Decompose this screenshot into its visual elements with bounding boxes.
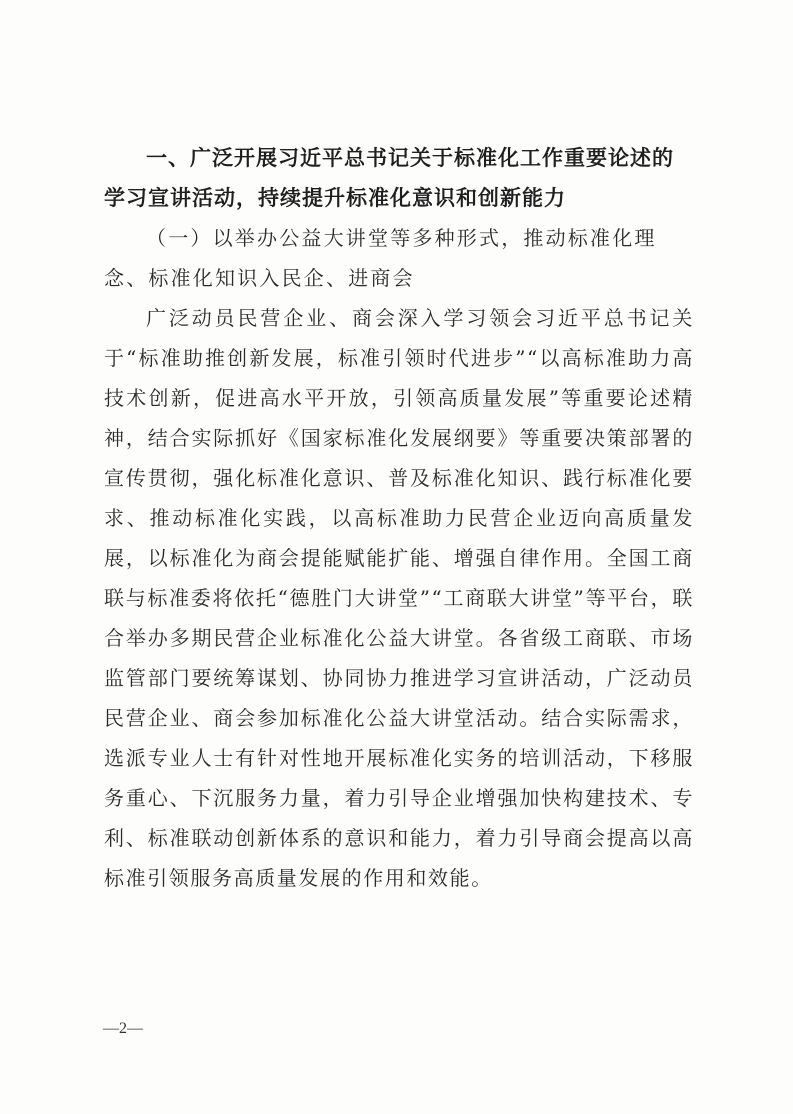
section-heading: 一、广泛开展习近平总书记关于标准化工作重要论述的学习宣讲活动，持续提升标准化意识和创新能力	[104, 146, 674, 210]
document-content	[104, 138, 694, 898]
body-paragraph: 广泛动员民营企业、商会深入学习领会习近平总书记关于“标准助推创新发展，标准引领时代进步”“以高标准助力高技术创新，促进高水平开放，引领高质量发展”等重要论述精神，结合实际抓好《国家标准化发展纲要》等重要决策部署的宣传贯彻，强化标准化意识、普及标准化知识、践行标准化要求、推动标准化实践，以高标准助力民营企业迈向高质量发展，以标准化为商会提能赋能扩能、增强自律作用。全国工商联与标准委将依托“德胜门大讲堂”“工商联大讲堂”等平台，联合举办多期民营企业标准化公益大讲堂。各省级工商联、市场监管部门要统筹谋划、协同协力推进学习宣讲活动，广泛动员民营企业、商会参加标准化公益大讲堂活动。结合实际需求，选派专业人士有针对性地开展标准化实务的培训活动，下移服务重心、下沉服务力量，着力引导企业增强加快构建技术、专利、标准联动创新体系的意识和能力，着力引导商会提高以高标准引领服务高质量发展的作用和效能。	[104, 306, 694, 890]
subsection-heading: （一）以举办公益大讲堂等多种形式，推动标准化理念、标准化知识入民企、进商会	[104, 226, 657, 290]
page-number: —2—	[103, 1020, 143, 1037]
